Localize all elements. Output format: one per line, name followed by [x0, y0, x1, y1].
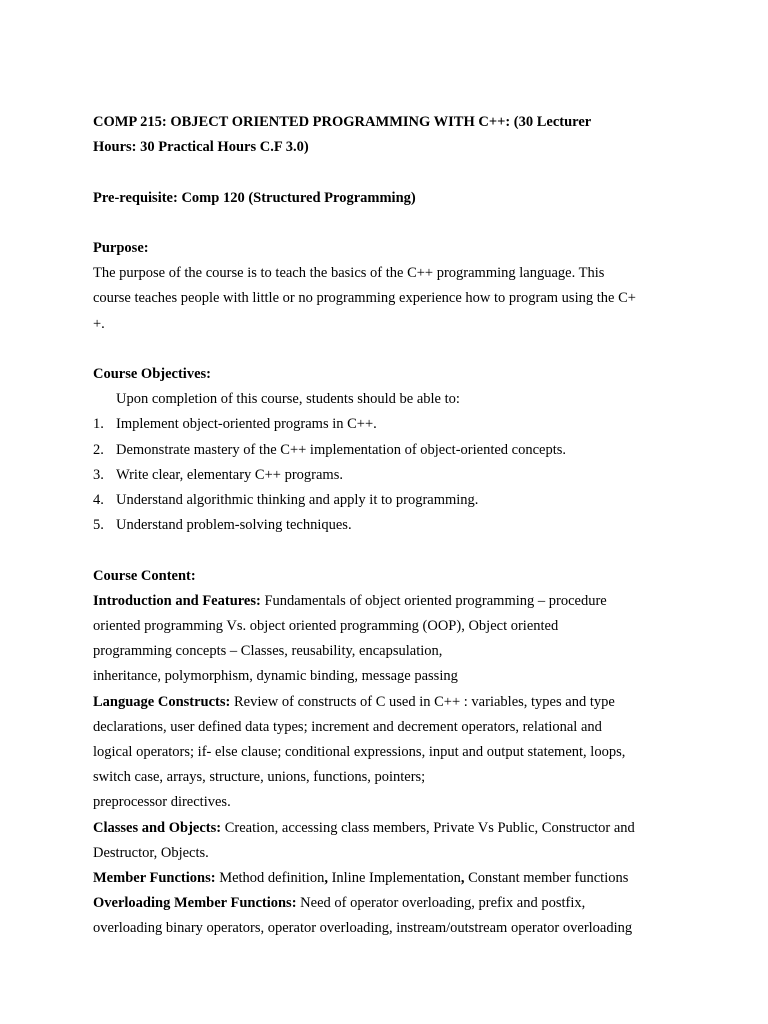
- intro-features-line: programming concepts – Classes, reusability, encapsulation,: [93, 643, 443, 660]
- purpose-line: +.: [93, 315, 105, 332]
- intro-features-first-line: [93, 589, 683, 614]
- prerequisite: Pre-requisite: Comp 120 (Structured Programming): [93, 189, 416, 206]
- overloading-first-line: [93, 891, 683, 916]
- classes-objects-first-line: [93, 816, 683, 841]
- spacer: [93, 337, 683, 362]
- objective-text: Understand algorithmic thinking and apply it to programming.: [116, 492, 479, 508]
- objective-text: Understand problem-solving techniques.: [116, 517, 352, 534]
- classes-objects-label: Classes and Objects:: [93, 819, 222, 836]
- objective-number: 4.: [93, 492, 104, 508]
- objective-item: [93, 438, 683, 463]
- spacer: [93, 211, 683, 236]
- intro-features-label: Introduction and Features:: [93, 592, 261, 609]
- spacer: [93, 160, 683, 185]
- intro-features-line: inheritance, polymorphism, dynamic binding, message passing: [93, 668, 458, 685]
- language-constructs-first-line: [93, 690, 683, 715]
- member-functions-label: Member Functions:: [93, 870, 216, 887]
- objective-text: Write clear, elementary C++ programs.: [116, 466, 343, 483]
- member-functions-separator: ,: [324, 870, 328, 887]
- objective-text: Demonstrate mastery of the C++ implementation of object-oriented concepts.: [116, 441, 567, 458]
- language-constructs-line: logical operators; if- else clause; conditional expressions, input and output statement, loops,: [93, 744, 626, 761]
- overloading-line: overloading binary operators, operator overloading, instream/outstream operator overloading: [93, 920, 633, 937]
- objective-text: Implement object-oriented programs in C++.: [116, 416, 377, 433]
- language-constructs-line: preprocessor directives.: [93, 794, 231, 811]
- language-constructs-text: Review of constructs of C used in C++ : variables, types and type: [230, 693, 615, 710]
- classes-objects-line: Destructor, Objects.: [93, 844, 209, 861]
- purpose-heading: Purpose:: [93, 239, 149, 256]
- language-constructs-line: switch case, arrays, structure, unions, functions, pointers;: [93, 769, 426, 786]
- objectives-intro: Upon completion of this course, students should be able to:: [116, 391, 460, 408]
- intro-features-line: oriented programming Vs. object oriented programming (OOP), Object oriented: [93, 618, 559, 634]
- member-functions-separator: ,: [460, 870, 465, 887]
- member-functions-text: Method definition: [215, 870, 325, 887]
- spacer: [93, 538, 683, 563]
- language-constructs-label: Language Constructs:: [93, 693, 231, 710]
- language-constructs-line: declarations, user defined data types; increment and decrement operators, relational and: [93, 718, 602, 735]
- purpose-line: course teaches people with little or no programming experience how to program using the C+: [93, 290, 636, 307]
- objective-number: 5.: [93, 517, 104, 534]
- objective-number: 2.: [93, 441, 104, 458]
- classes-objects-text: Creation, accessing class members, Private Vs Public, Constructor and: [221, 819, 635, 836]
- overloading-text: Need of operator overloading, prefix and postfix,: [296, 895, 586, 912]
- course-title-line-1: COMP 215: OBJECT ORIENTED PROGRAMMING WITH C++: (30 Lecturer: [93, 114, 592, 130]
- objectives-heading: Course Objectives:: [93, 365, 211, 382]
- objective-item: [93, 488, 683, 513]
- content-heading: Course Content:: [93, 567, 196, 584]
- document-page: [93, 110, 683, 942]
- objective-item: [93, 412, 683, 437]
- objective-number: 3.: [93, 466, 104, 483]
- course-title-line-2: Hours: 30 Practical Hours C.F 3.0): [93, 139, 309, 156]
- member-functions-line: [93, 866, 683, 891]
- objective-item: [93, 463, 683, 488]
- purpose-line: The purpose of the course is to teach the basics of the C++ programming language. This: [93, 265, 605, 282]
- member-functions-text: Constant member functions: [464, 870, 629, 887]
- intro-features-text: Fundamentals of object oriented programming – procedure: [260, 592, 607, 609]
- objective-number: 1.: [93, 416, 104, 433]
- objective-item: [93, 513, 683, 538]
- overloading-label: Overloading Member Functions:: [93, 895, 297, 912]
- member-functions-text: Inline Implementation: [327, 870, 461, 887]
